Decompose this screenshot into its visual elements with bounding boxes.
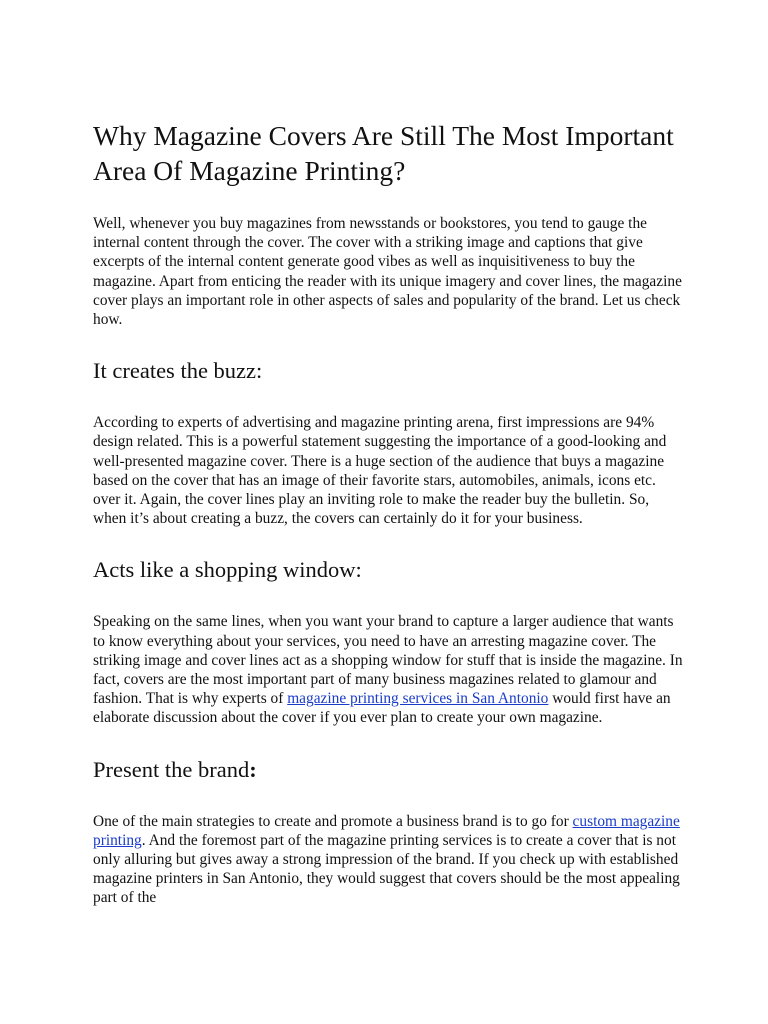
section-heading-colon: : (249, 756, 257, 782)
intro-paragraph: Well, whenever you buy magazines from newsstands or bookstores, you tend to gauge the internal content through the cover. The cover with a striking image and captions that give excerpts of the internal content generate good vibes as well as inquisitiveness to buy the magazine. Apart from enticing the reader with its unique imagery and cover lines, the magazine cover plays an important role in other aspects of sales and popularity of the brand. Let us check how. (93, 215, 682, 329)
section-paragraph: According to experts of advertising and magazine printing arena, first impressions are 94% design related. This is a powerful statement suggesting the importance of a good-looking and well-presented magazine cover. There is a huge section of the audience that buys a magazine based on the cover that has an image of their favorite stars, automobiles, animals, icons etc. over it. Again, the cover lines play an inviting role to make the reader buy the bulletin. So, when it’s about creating a buzz, the covers can certainly do it for your business. (93, 414, 667, 528)
paragraph-text: Speaking on the same lines, when you want your brand to capture a larger audience that wants to know everything about your services, you need to have an arresting magazine cover. The striking image and cover lines act as a shopping window for stuff that is inside the magazine. In fact, covers are the most important part of many business magazines related to glamour and fashion. That is why experts of (93, 613, 683, 708)
section-heading-text: Present the brand (93, 756, 250, 782)
custom-magazine-printing-link[interactable]: custom magazine printing (93, 812, 680, 849)
section-buzz (93, 357, 683, 528)
paragraph-text: would first have an elaborate discussion about the cover if you ever plan to create your own magazine. (93, 690, 671, 727)
paragraph-text: . And the foremost part of the magazine printing services is to create a cover that is not only alluring but gives away a strong impression of the brand. If you check up with established magazine printers in San Antonio, they would suggest that covers should be the most appealing part of the (93, 831, 680, 907)
document-page (93, 118, 683, 936)
section-shopping-window (93, 556, 683, 727)
section-heading (93, 756, 683, 784)
section-paragraph (93, 812, 683, 908)
magazine-printing-services-link[interactable]: magazine printing services in San Antonio (287, 690, 549, 708)
section-heading: Acts like a shopping window: (93, 557, 362, 583)
section-present-brand (93, 756, 683, 908)
section-paragraph (93, 612, 683, 727)
article-title: Why Magazine Covers Are Still The Most Important Area Of Magazine Printing? (93, 120, 674, 186)
section-heading: It creates the buzz: (93, 358, 263, 384)
paragraph-text: One of the main strategies to create and promote a business brand is to go for (93, 812, 573, 830)
